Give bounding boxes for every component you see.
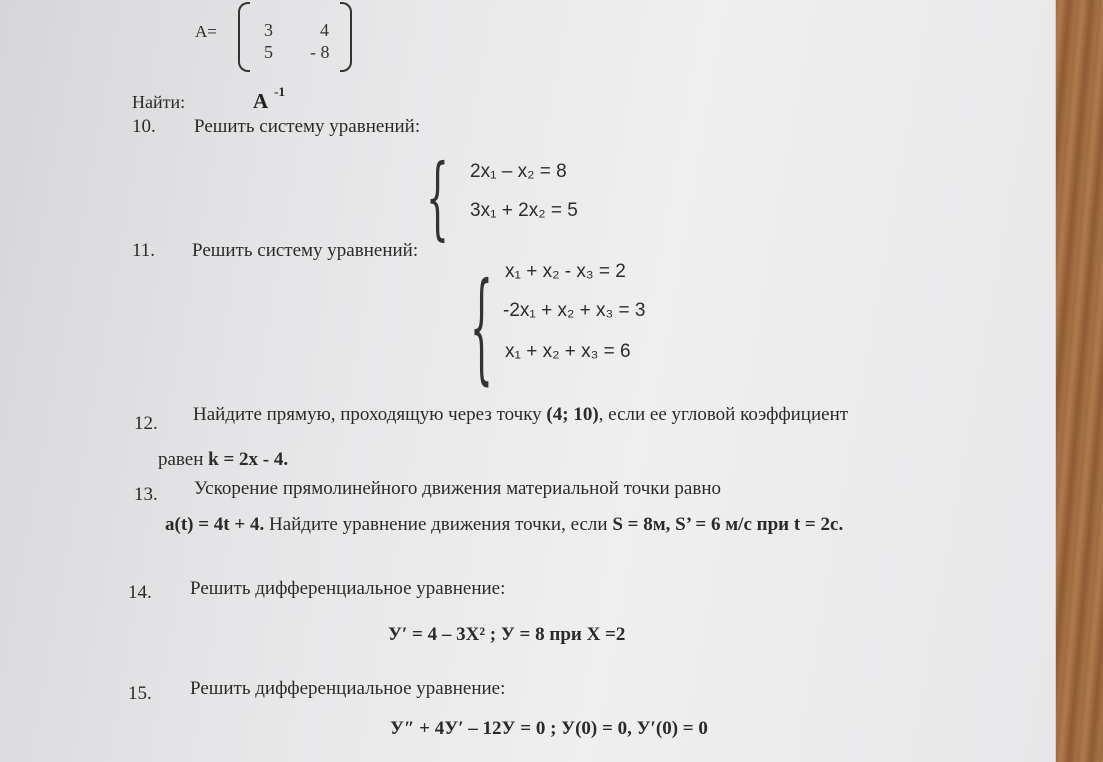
find-exponent: -1 (274, 84, 286, 99)
system-brace: { (426, 146, 449, 251)
problem-number-10: 10. (132, 116, 156, 137)
problem-number-12: 12. (134, 413, 158, 434)
equation: 2x₁ – x₂ = 8 (470, 161, 567, 182)
matrix-cell: 3 (264, 20, 273, 40)
problem-number-11: 11. (132, 240, 156, 261)
find-target-letter: A (253, 89, 269, 113)
equation: x₁ + x₂ - x₃ = 2 (505, 261, 626, 282)
point-coordinates: (4; 10) (546, 404, 599, 425)
problem-number-15: 15. (128, 683, 152, 704)
matrix-cell: - 8 (310, 42, 330, 62)
problem-11-text: Решить систему уравнений: (192, 240, 419, 261)
text-span: Найдите уравнение движения точки, если (264, 514, 613, 535)
text-span: Найдите прямую, проходящую через точку (193, 404, 547, 425)
problem-number-13: 13. (134, 484, 158, 505)
differential-equation: У″ + 4У′ – 12У = 0 ; У(0) = 0, У′(0) = 0 (390, 718, 708, 739)
matrix-label: A= (195, 22, 217, 41)
matrix-cell: 5 (264, 42, 273, 62)
equation: x₁ + x₂ + x₃ = 6 (505, 341, 631, 362)
text-span: , если ее угловой коэффициент (598, 404, 849, 425)
problem-12-line-2 (158, 449, 288, 471)
problem-number-14: 14. (128, 582, 152, 603)
problem-12-line-1 (193, 404, 848, 426)
system-brace: { (470, 258, 493, 398)
matrix-cell: 4 (320, 20, 329, 40)
equation: 3x₁ + 2x₂ = 5 (470, 200, 578, 221)
text-span: равен (158, 449, 209, 470)
problem-10-text: Решить систему уравнений: (194, 116, 421, 137)
equation: -2x₁ + x₂ + x₃ = 3 (503, 300, 646, 321)
slope-expression: k = 2x - 4. (208, 449, 289, 470)
problem-13-line-1: Ускорение прямолинейного движения материальной точки равно (194, 478, 722, 499)
matrix-left-bracket (238, 2, 250, 72)
problem-14-text: Решить дифференциальное уравнение: (190, 578, 506, 599)
matrix-right-bracket (340, 2, 352, 72)
acceleration-expression: a(t) = 4t + 4. (165, 514, 265, 535)
problem-15-text: Решить дифференциальное уравнение: (190, 678, 506, 699)
conditions-expression: S = 8м, S’ = 6 м/с при t = 2с. (612, 514, 844, 535)
find-target (253, 84, 286, 114)
find-label: Найти: (132, 92, 186, 112)
problem-13-line-2 (165, 514, 843, 536)
differential-equation: У′ = 4 – 3X² ; У = 8 при X =2 (388, 624, 626, 645)
